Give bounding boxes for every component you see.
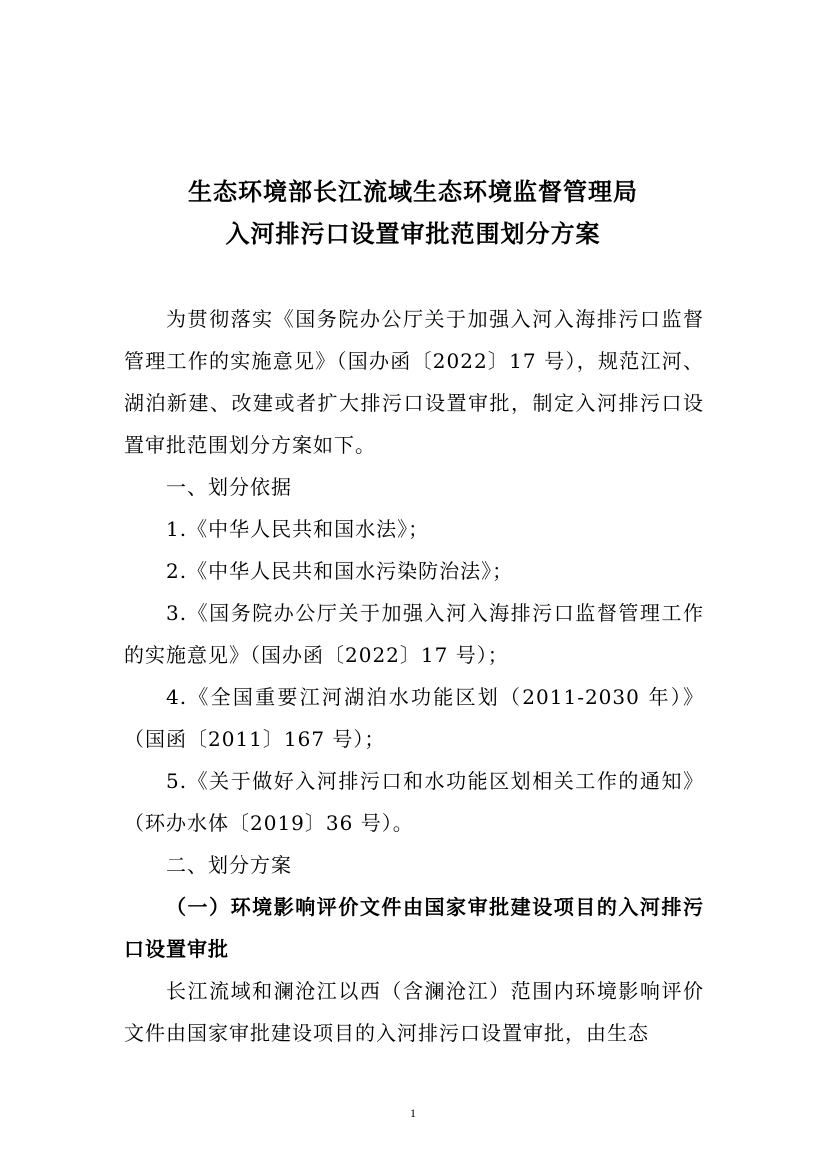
subsection-1-heading: （一）环境影响评价文件由国家审批建设项目的入河排污口设置审批 bbox=[124, 895, 704, 961]
basis-item-4: 4.《全国重要江河湖泊水功能区划（2011-2030 年）》（国函〔2011〕167 号）； bbox=[124, 685, 704, 751]
page-number: 1 bbox=[410, 1106, 416, 1120]
document-body bbox=[124, 298, 704, 1054]
basis-item-1: 1.《中华人民共和国水法》； bbox=[166, 517, 430, 541]
intro-paragraph: 为贯彻落实《国务院办公厅关于加强入河入海排污口监督管理工作的实施意见》（国办函〔2022〕17 号），规范江河、湖泊新建、改建或者扩大排污口设置审批，制定入河排污口设置审批范围划分方案如下。 bbox=[124, 307, 704, 457]
basis-item-3: 3.《国务院办公厅关于加强入河入海排污口监督管理工作的实施意见》（国办函〔2022〕17 号）； bbox=[124, 601, 704, 667]
subsection-1-text: 长江流域和澜沧江以西（含澜沧江）范围内环境影响评价文件由国家审批建设项目的入河排污口设置审批，由生态 bbox=[124, 979, 704, 1045]
document-title-line-1: 生态环境部长江流域生态环境监督管理局 bbox=[188, 178, 638, 206]
basis-item-2: 2.《中华人民共和国水污染防治法》； bbox=[166, 559, 514, 583]
document-title-line-2: 入河排污口设置审批范围划分方案 bbox=[225, 220, 601, 248]
section-2-heading: 二、划分方案 bbox=[166, 853, 292, 877]
section-1-heading: 一、划分依据 bbox=[166, 475, 292, 499]
basis-item-5: 5.《关于做好入河排污口和水功能区划相关工作的通知》（环办水体〔2019〕36 号）。 bbox=[124, 769, 704, 835]
